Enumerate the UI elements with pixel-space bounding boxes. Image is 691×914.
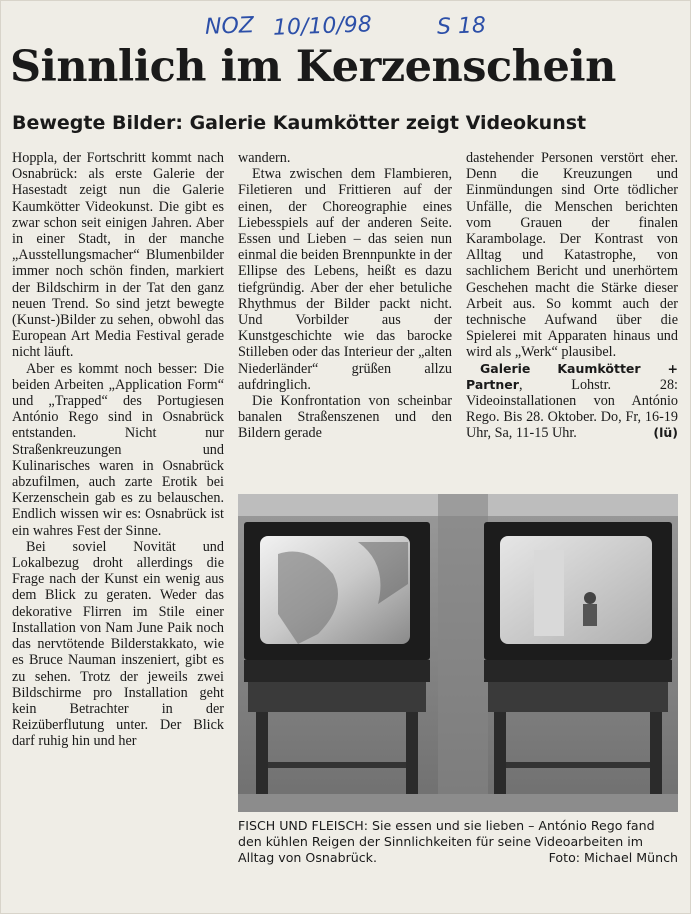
event-info [466, 361, 678, 442]
paragraph: Aber es kommt noch besser: Die beiden Arbeiten „Application Form“ und „Trapped“ des Portugiesen António Rego sind in Osnabrück entstanden. Nicht nur Straßenkreuzungen und Kulinarisches waren in Osnabrück abzufilmen, auch zarte Erotik bei Kerzenschein gab es zu belauschen. Endlich wissen wir es: Osnabrück ist ein wahres Fest der Sinne. [12, 360, 224, 539]
paragraph: wandern. [238, 150, 291, 166]
headline: Sinnlich im Kerzenschein [10, 42, 616, 92]
article-column-3 [466, 150, 678, 442]
photo-image [238, 494, 678, 812]
article-column-2 [238, 150, 452, 442]
paragraph: dastehender Personen verstört eher. Denn die Kreuzungen und Einmündungen sind Orte tödlicher Unfälle, die Menschen berichten vom Grauen der finalen Karambolage. Der Kontrast von Alltag und Katastrophe, von sachlichem Bericht und unerhörtem Geschehen macht die Stärke dieser Arbeit aus. So kommt auch der technische Aufwand über die Spielerei mit Apparaten hinaus und wird als „Werk“ plausibel. [466, 150, 678, 361]
article-column-1 [12, 150, 224, 750]
subheadline: Bewegte Bilder: Galerie Kaumkötter zeigt Videokunst [12, 112, 587, 134]
note-date: 10/10/98 [272, 12, 373, 41]
caption-text: FISCH UND FLEISCH: Sie essen und sie lieben – António Rego fand den kühlen Reigen der Sinnlichkeiten für seine Videoarbeiten im Alltag von Osnabrück. [238, 818, 655, 865]
paragraph: Etwa zwischen dem Flambieren, Filetieren und Frittieren auf der einen, der Choreographie eines Liebesspiels auf der anderen Seite. Essen und Lieben – das seien nun einmal die beiden Brennpunkte in der Ellipse des Lebens, heißt es dazu tiefgründig. Aber der eher betuliche Rhythmus der Bilder packt nicht. Und Vorbilder aus der Kunstgeschichte wie das barocke Stilleben oder das Interieur der „alten Niederländer“ grüßen allzu aufdringlich. [238, 166, 452, 393]
paragraph: Die Konfrontation von scheinbar banalen Straßenszenen und den Bildern gerade [238, 393, 452, 442]
photo-video-installation [238, 494, 678, 812]
photo-credit: Foto: Michael Münch [548, 850, 678, 865]
note-source: NOZ [204, 13, 255, 40]
paragraph: Bei soviel Novität und Lokalbezug droht allerdings die Frage nach der Kunst ein wenig aus dem Blick zu geraten. Weder das dekorative Flirren im Stile einer Installation von Nam June Paik noch das nervtötende Bilderstakkato, wie es Bruce Nauman inszeniert, gibt es zu sehen. Trotz der jeweils zwei Bildschirme pro Installation geht kein Betrachter in der Reizüberflutung unter. Der Blick darf ruhig hin und her [12, 538, 224, 750]
note-page: S 18 [436, 13, 487, 40]
author-tag: (lü) [653, 425, 678, 441]
paragraph: Hoppla, der Fortschritt kommt nach Osnabrück: als erste Galerie der Hasestadt zeigt nun die Galerie Kaumkötter Videokunst. Die gibt es zwar schon seit einigen Jahren. Aber in einer Stadt, in der manche „Ausstellungsmacher“ Blumenbilder immer noch schön finden, markiert der Bildschirm in der Tat den ganz neuen Trend. So sind jetzt bewegte (Kunst-)Bilder zu sehen, obwohl das European Art Media Festival gerade nicht läuft. [12, 150, 224, 361]
event-info-label: Galerie Kaumkötter + Partner [466, 360, 678, 392]
photo-caption [238, 818, 678, 866]
event-info-text: , Lohstr. 28: Videoinstallationen von António Rego. Bis 28. Oktober. Do, Fr, 16-19 Uhr, Sa, 11-15 Uhr. [466, 376, 678, 442]
